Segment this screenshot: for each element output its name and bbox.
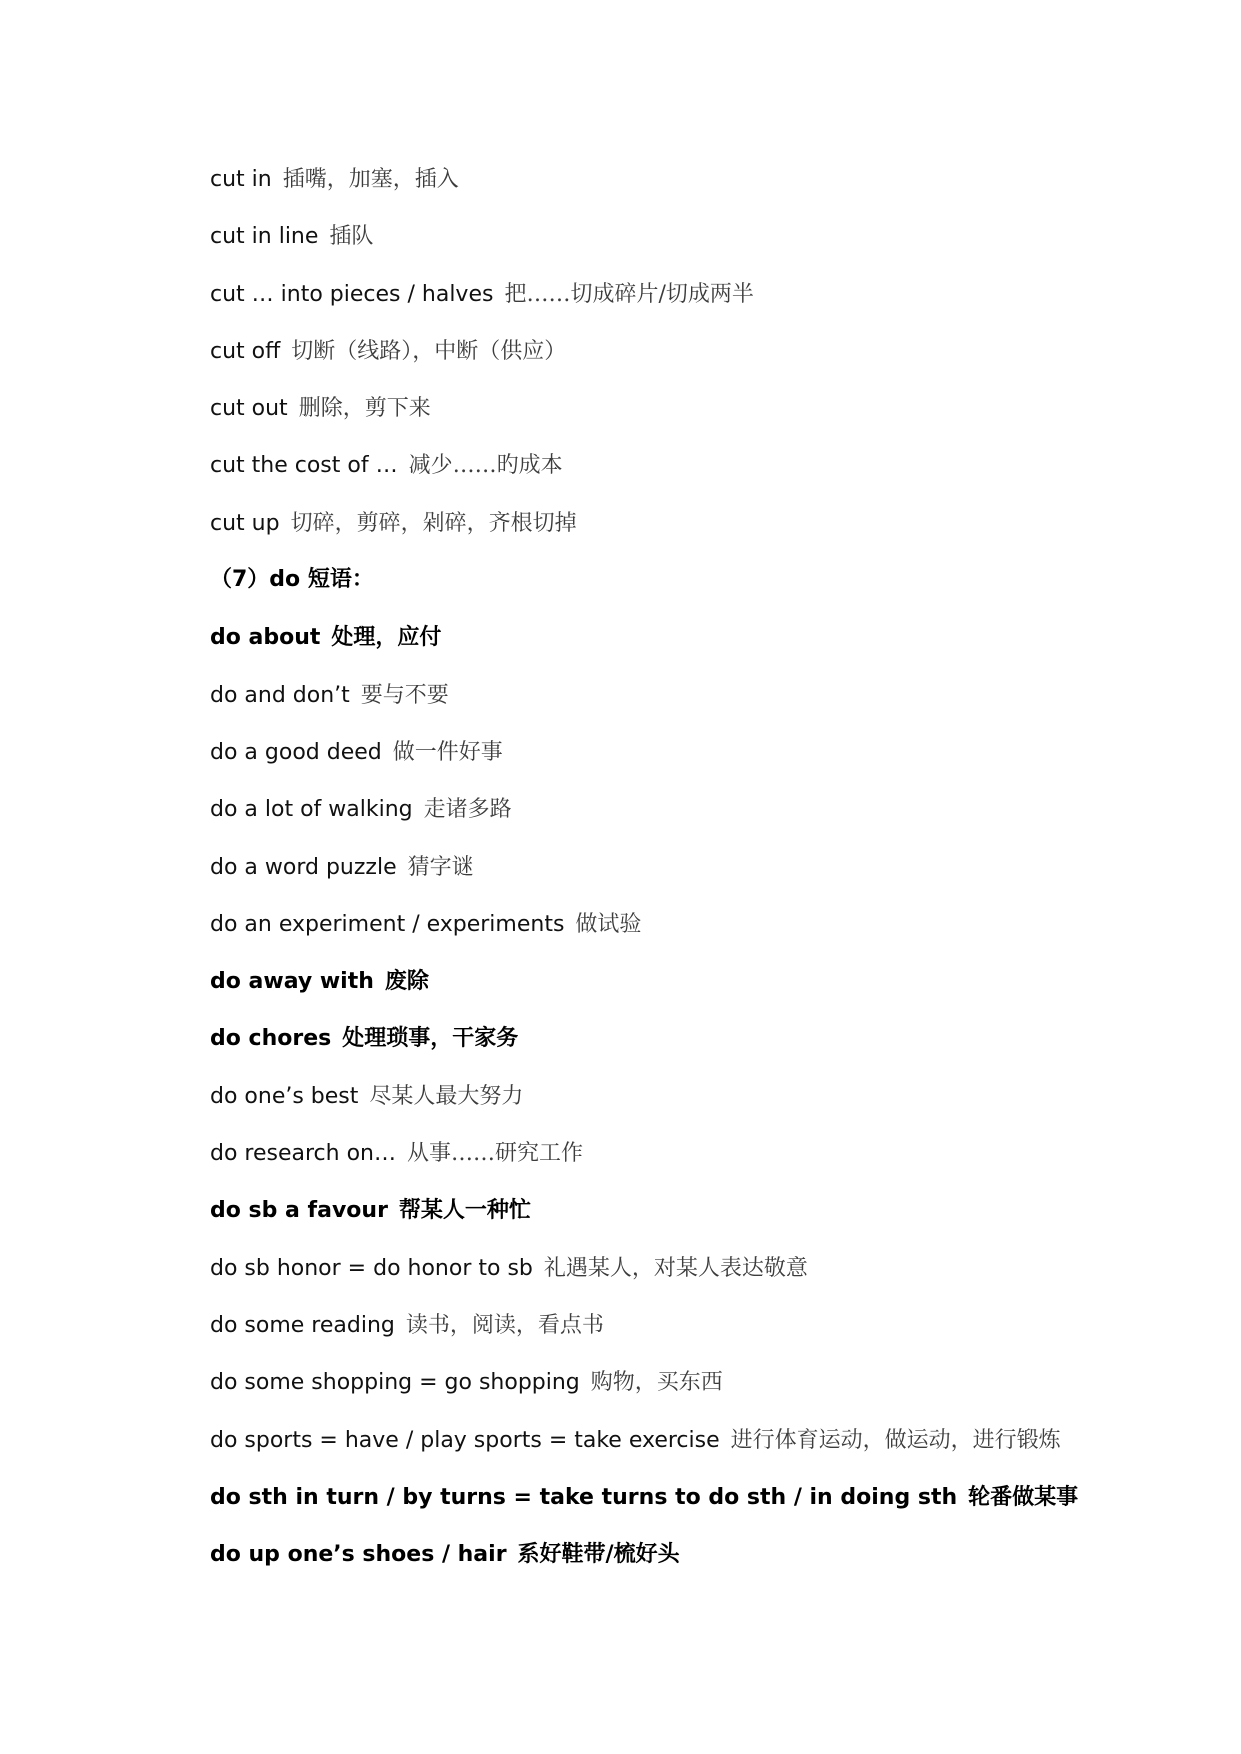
phrase-row [210, 207, 1210, 264]
phrase-chinese: 插队 [329, 224, 374, 250]
phrase-row [210, 780, 1210, 837]
phrase-row [210, 1181, 1210, 1238]
phrase-row [210, 1296, 1210, 1353]
phrase-english: do and don’t [210, 682, 350, 708]
phrase-row [210, 265, 1210, 322]
phrase-english: do about [210, 625, 321, 651]
phrase-english: cut the cost of … [210, 453, 398, 479]
phrase-chinese: 读书，阅读，看点书 [405, 1312, 604, 1338]
phrase-chinese: 走诸多路 [423, 797, 512, 823]
phrase-chinese: 购物，买东西 [590, 1370, 723, 1396]
phrase-english: cut up [210, 510, 280, 536]
phrase-english: do some reading [210, 1312, 395, 1338]
phrase-row [210, 1009, 1210, 1066]
phrase-chinese: 废除 [384, 968, 429, 995]
phrase-chinese: 切碎，剪碎，剁碎，齐根切掉 [290, 510, 577, 536]
phrase-row [210, 952, 1210, 1009]
phrase-chinese: 删除，剪下来 [298, 396, 431, 422]
phrase-chinese: 尽某人最大努力 [369, 1083, 524, 1109]
phrase-row [210, 1124, 1210, 1181]
phrase-row [210, 666, 1210, 723]
phrase-row [210, 895, 1210, 952]
phrase-english: do sports = have / play sports = take exercise [210, 1427, 720, 1453]
section-heading: （7）do 短语： [210, 567, 374, 593]
phrase-row [210, 322, 1210, 379]
phrase-english: do some shopping = go shopping [210, 1370, 580, 1396]
phrase-chinese: 做试验 [575, 911, 642, 937]
phrase-chinese: 插嘴，加塞，插入 [282, 167, 459, 192]
phrase-chinese: 处理琐事，干家务 [342, 1025, 519, 1052]
phrase-english: do chores [210, 1026, 332, 1052]
phrase-english: do away with [210, 969, 374, 995]
phrase-chinese: 系好鞋带/梳好头 [517, 1541, 680, 1568]
phrase-chinese: 把……切成碎片/切成两半 [504, 281, 754, 307]
phrase-row [210, 150, 1210, 207]
phrase-chinese: 要与不要 [360, 682, 449, 708]
phrase-chinese: 处理，应付 [331, 624, 442, 651]
phrase-chinese: 帮某人一种忙 [398, 1197, 531, 1224]
phrase-english: do a good deed [210, 739, 382, 765]
phrase-chinese: 礼遇某人，对某人表达敬意 [543, 1255, 808, 1281]
phrase-chinese: 切断（线路），中断（供应） [291, 338, 567, 364]
phrase-row [210, 1411, 1210, 1468]
phrase-chinese: 进行体育运动，做运动，进行锻炼 [730, 1427, 1061, 1453]
phrase-english: do up one’s shoes / hair [210, 1542, 507, 1568]
phrase-row [210, 1525, 1210, 1582]
phrase-english: do one’s best [210, 1083, 359, 1109]
phrase-chinese: 猜字谜 [407, 854, 474, 880]
phrase-chinese: 做一件好事 [392, 739, 503, 765]
phrase-english: cut in [210, 167, 272, 192]
phrase-english: cut off [210, 338, 281, 364]
phrase-english: do sb honor = do honor to sb [210, 1255, 533, 1281]
phrase-english: cut … into pieces / halves [210, 281, 494, 307]
phrase-chinese: 减少……旳成本 [408, 453, 563, 479]
phrase-row [210, 838, 1210, 895]
phrase-english: cut out [210, 396, 288, 422]
phrase-row [210, 723, 1210, 780]
phrase-row [210, 1067, 1210, 1124]
phrase-list [210, 150, 1210, 1582]
phrase-english: do research on… [210, 1141, 396, 1167]
phrase-english: do sb a favour [210, 1198, 388, 1224]
phrase-row [210, 1468, 1210, 1525]
phrase-english: do an experiment / experiments [210, 911, 565, 937]
phrase-english: cut in line [210, 224, 319, 250]
phrase-row [210, 494, 1210, 551]
phrase-row [210, 608, 1210, 665]
phrase-row [210, 1239, 1210, 1296]
phrase-row [210, 1353, 1210, 1410]
phrase-row [210, 436, 1210, 493]
phrase-chinese: 轮番做某事 [968, 1483, 1079, 1510]
phrase-english: do a word puzzle [210, 854, 397, 880]
phrase-english: do a lot of walking [210, 797, 413, 823]
phrase-row [210, 379, 1210, 436]
phrase-english: do sth in turn / by turns = take turns to do sth / in doing sth [210, 1484, 958, 1510]
phrase-chinese: 从事……研究工作 [407, 1141, 584, 1167]
